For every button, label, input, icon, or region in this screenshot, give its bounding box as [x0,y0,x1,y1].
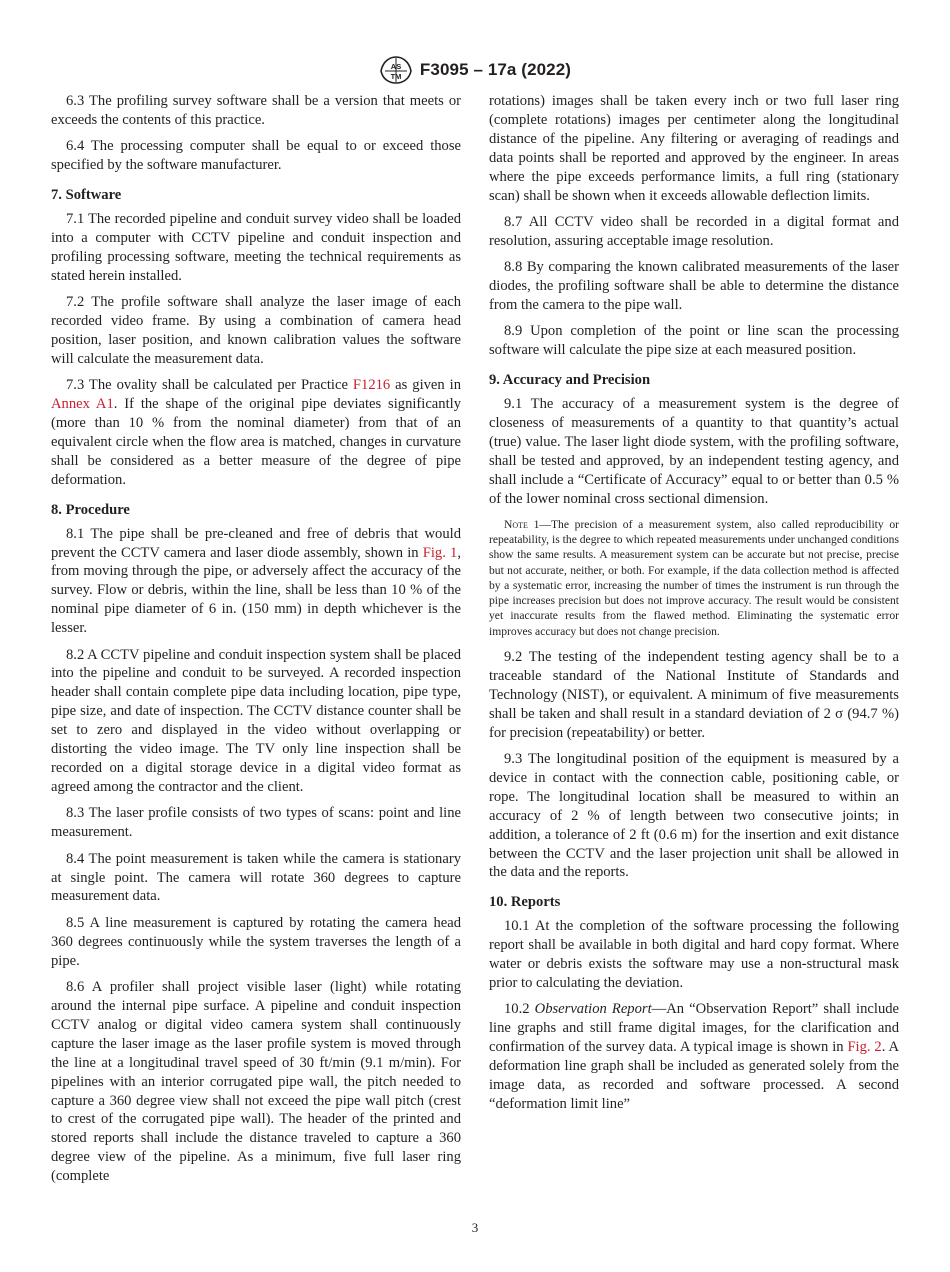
paragraph-6-3: 6.3 The profiling survey software shall be a version that meets or exceeds the contents of this practice. [51,93,461,128]
astm-logo-icon [379,55,413,85]
paragraph-8-2: 8.2 A CCTV pipeline and conduit inspection system shall be placed into the pipeline and conduit to be surveyed. A recorded inspection header shall contain complete pipe data including location, pipe type, pipe size, and date of inspection. The CCTV distance counter shall be set to zero and displayed in the video without overlapping or distorting the video image. The TV only line inspection shall be recorded on a digital storage device in a digital video format as agreed among the contractor and the client. [51,646,461,795]
link-fig-2[interactable]: Fig. 2 [847,1039,882,1056]
paragraph-8-4: 8.4 The point measurement is taken while the camera is stationary at single point. The camera will rotate 360 degrees to capture measurement data. [51,850,461,905]
section-heading-procedure: 8. Procedure [51,501,130,518]
section-heading-accuracy-precision: 9. Accuracy and Precision [489,372,651,389]
paragraph-9-3: 9.3 The longitudinal position of the equipment is measured by a device in contact with the connection cable, positioning cable, or rope. The longitudinal location shall be measured to within an accuracy of 2 % of length between two consecutive joints; in addition, a tolerance of 2 ft (0.6 m) for the insertion and exit distance between the CCTV and the laser projection unit shall be allowed in the data and the reports. [489,751,899,881]
page-number: 3 [471,1220,479,1235]
paragraph-8-7: 8.7 All CCTV video shall be recorded in a digital format and resolution, assuring acceptable image resolution. [489,213,899,249]
paragraph-10-1: 10.1 At the completion of the software processing the following report shall be available in both digital and hard copy format. Where water or debris exists the software may use a non-structural mask prior to calculating the deviation. [489,918,899,991]
paragraph-10-2: 10.2 Observation Report—An “Observation Report” shall include line graphs and still frame digital images, for the clarification and confirmation of the survey data. A typical image is shown in Fig. 2. A deformation line graph shall be included as generated solely from the image data, as recorded and software processed. A second “deformation limit line” [489,1001,900,1112]
paragraph-6-4: 6.4 The processing computer shall be equal to or exceed those specified by the software manufacturer. [51,138,461,174]
note-1: Note 1—The precision of a measurement system, also called reproducibility or repeatability, is the degree to which repeated measurements under unchanged conditions show the same results. A measurement system can be accurate but not precise, precise but not accurate, neither, or both. For example, if the data collection method is affected by a systematic error, increasing the number of times the instrument is run through the pipe increases precision but does not improve accuracy. The result would be consistent yet inaccurate results from the flawed method. Eliminating the systematic error improves accuracy but does not change precision. [489,517,899,638]
note-label: Note 1 [504,517,540,531]
svg-text:TM: TM [390,72,402,81]
right-column [489,92,899,1121]
page-header [0,56,950,84]
paragraph-8-1: 8.1 The pipe shall be pre-cleaned and free of debris that would prevent the CCTV camera and laser diode assembly, shown in Fig. 1, from moving through the pipe, or adversely affect the accuracy of the survey. Flow or debris, within the line, shall be less than 10 % of the nominal pipe diameter of 6 in. (150 mm) in depth whichever is the lesser. [51,525,462,637]
link-fig-1[interactable]: Fig. 1 [422,544,458,561]
link-f1216[interactable]: F1216 [352,377,391,394]
standard-designation: F3095 – 17a (2022) [419,60,572,79]
paragraph-8-6: 8.6 A profiler shall project visible laser (light) while rotating around the internal pipe surface. A pipeline and conduit inspection CCTV analog or digital video camera system shall continuously capture the laser image as the laser profile system is moved through the line at a longitudinal travel speed of 30 ft/min (9.1 m/min). For pipelines with an interior corrugated pipe wall, the pitch needed to capture a 360 degree view shall not exceed the pipe wall pitch (crest to crest of the corrugated pipe wall). The header of the printed and stored reports shall include the distance traveled to capture a 360 degree view of the pipeline. As a minimum, five full laser ring (complete [51,979,461,1185]
svg-text:AS: AS [390,62,402,71]
paragraph-8-9: 8.9 Upon completion of the point or line scan the processing software will calculate the pipe size at each measured position. [489,323,899,359]
paragraph-8-5: 8.5 A line measurement is captured by rotating the camera head 360 degrees continuously while the system traverses the length of a pipe. [51,914,461,969]
link-annex-a1[interactable]: Annex A1 [51,396,114,413]
paragraph-7-1: 7.1 The recorded pipeline and conduit survey video shall be loaded into a computer with CCTV pipeline and conduit inspection and profiling processing software, meeting the technical requirements as stated herein installed. [51,211,461,284]
paragraph-9-2: 9.2 The testing of the independent testing agency shall be to a traceable standard of the National Institute of Standards and Technology (NIST), or equivalent. A minimum of five measurements shall be taken and shall result in a standard deviation of 2 σ (94.7 %) for precision (repeatability) or better. [489,649,899,741]
left-column [51,92,461,1194]
paragraph-7-3: 7.3 The ovality shall be calculated per Practice F1216 as given in Annex A1. If the shape of the original pipe deviates significantly (more than 10 % from the nominal diameter) from that of an equivalent circle when the flow area is matched, changes in curvature shall be considered as a better measure of the degree of pipe deformation. [51,377,461,488]
paragraph-8-6-continued: rotations) images shall be taken every inch or two full laser ring (complete rotations) images per centimeter along the longitudinal distance of the pipeline. Any filtering or averaging of readings and data points shall be reported and approved by the engineer. In areas where the pipe exceeds performance limits, a full ring (stationary scan) shall be shown when it exceeds allowable deflection limits. [489,93,899,204]
section-heading-software: 7. Software [51,187,122,204]
paragraph-8-8: 8.8 By comparing the known calibrated measurements of the laser diodes, the profiling software shall be able to determine the distance from the camera to the pipe wall. [489,259,899,314]
paragraph-9-1: 9.1 The accuracy of a measurement system is the degree of closeness of measurements of a quantity to that quantity’s actual (true) value. The laser light diode system, with the profiling software, shall be tested and approved, by an independent testing agency, and shall include a “Certificate of Accuracy” equal to or better than 0.5 % of the lower nominal cross sectional dimension. [489,396,899,507]
paragraph-7-2: 7.2 The profile software shall analyze the laser image of each recorded video frame. By using a combination of camera head position, laser position, and known calibration values the software will calculate the measurement data. [51,294,461,367]
paragraph-8-3: 8.3 The laser profile consists of two types of scans: point and line measurement. [51,805,461,841]
section-heading-reports: 10. Reports [489,894,561,911]
